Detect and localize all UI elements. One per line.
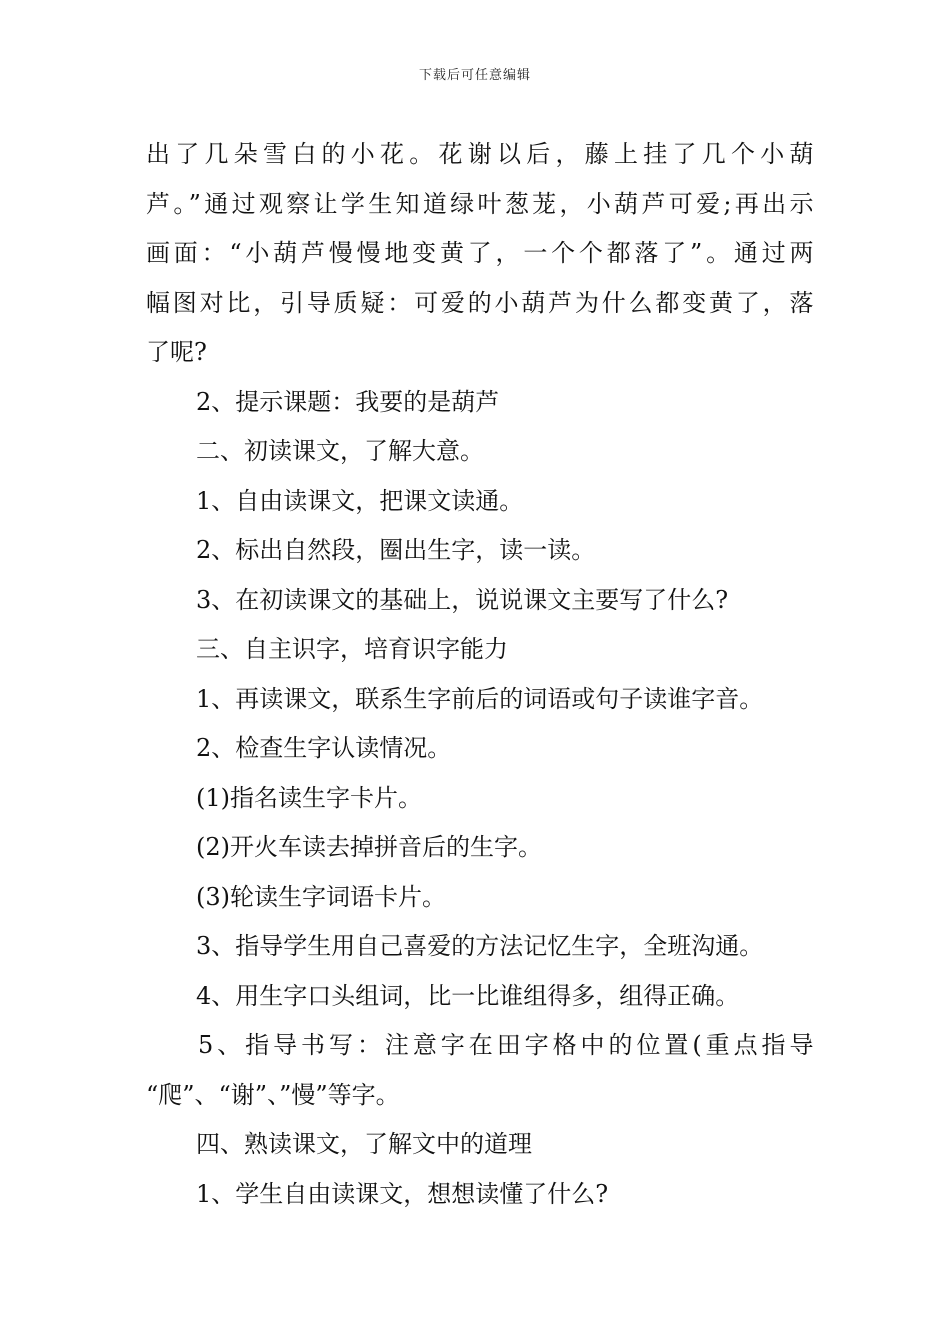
body-line-2: 芦。”通过观察让学生知道绿叶葱茏，小葫芦可爱;再出示	[146, 189, 814, 218]
section-heading-4: 四、熟读课文，了解文中的道理	[196, 1130, 532, 1158]
list-item-mark-paragraphs: 2、标出自然段，圈出生字，读一读。	[196, 536, 596, 564]
list-item-writing-guide: 5、指导书写：注意字在田字格中的位置(重点指导	[198, 1031, 814, 1059]
body-line-5: 了呢?	[146, 338, 207, 366]
page-header: 下载后可任意编辑	[418, 68, 531, 83]
section-heading-2: 二、初读课文，了解大意。	[196, 437, 484, 465]
list-item-show-title: 2、提示课题：我要的是葫芦	[196, 387, 500, 416]
sub-item-1: (1)指名读生字卡片。	[196, 783, 422, 812]
body-line-3: 画面：“小葫芦慢慢地变黄了，一个个都落了”。通过两	[146, 239, 814, 267]
list-item-check-characters: 2、检查生字认读情况。	[196, 734, 452, 762]
list-item-free-read: 1、自由读课文，把课文读通。	[196, 486, 524, 515]
section-heading-3: 三、自主识字，培育识字能力	[196, 635, 508, 663]
list-item-reread: 1、再读课文，联系生字前后的词语或句子读谁字音。	[196, 684, 764, 713]
list-item-memorize: 3、指导学生用自己喜爱的方法记忆生字，全班沟通。	[196, 932, 764, 960]
body-line-continuation: “爬”、“谢”、”慢”等字。	[146, 1080, 400, 1109]
sub-item-3: (3)轮读生字词语卡片。	[196, 882, 446, 911]
sub-item-2: (2)开火车读去掉拼音后的生字。	[196, 833, 542, 861]
body-line-4: 幅图对比，引导质疑：可爱的小葫芦为什么都变黄了，落	[146, 288, 814, 317]
body-line-1: 出了几朵雪白的小花。花谢以后，藤上挂了几个小葫	[146, 140, 814, 168]
list-item-summarize: 3、在初读课文的基础上，说说课文主要写了什么?	[196, 585, 729, 614]
list-item-understand: 1、学生自由读课文，想想读懂了什么?	[196, 1179, 609, 1208]
document-body	[146, 130, 814, 1219]
list-item-word-building: 4、用生字口头组词，比一比谁组得多，组得正确。	[196, 981, 740, 1010]
